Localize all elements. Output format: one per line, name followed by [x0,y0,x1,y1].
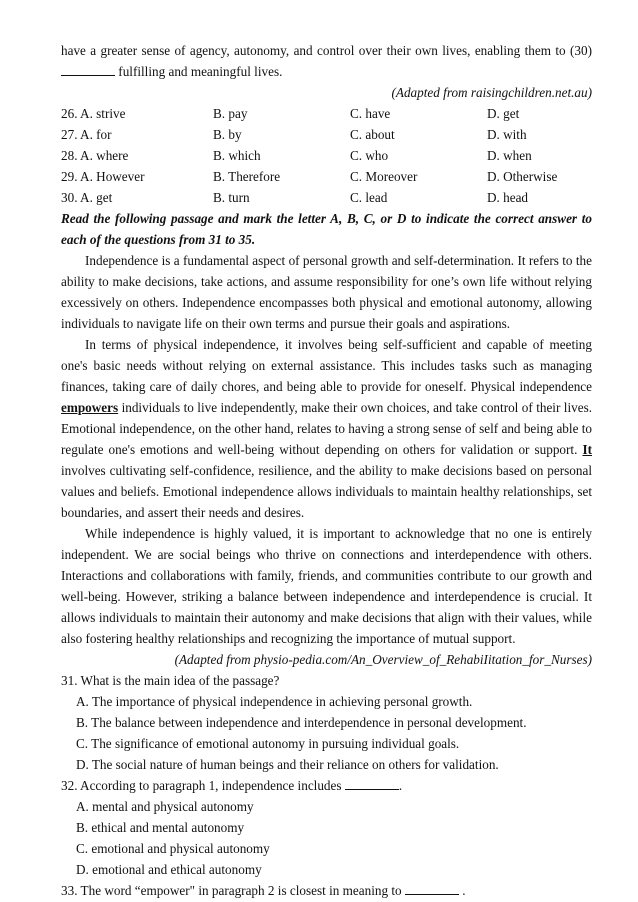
paragraph-2-part-a: In terms of physical independence, it involves being self-sufficient and capable of meeting one's basic needs without relying on external assistance. This includes tasks such as managing finances, taking care of daily chores, and being able to provide for oneself. Physical independence [61,337,592,394]
option-d: D. when [487,148,532,163]
question-31: 31. What is the main idea of the passage? [61,673,280,688]
question-32 [61,775,592,796]
option-b: B. which [213,148,261,163]
section-instruction: Read the following passage and mark the letter A, B, C, or D to indicate the correct answer to each of the questions from 31 to 35. [61,211,592,247]
answer-option: A. mental and physical autonomy [76,799,254,814]
option-c: C. who [350,148,389,163]
answer-option: B. The balance between independence and interdependence in personal development. [76,715,527,730]
paragraph-2-part-c: involves cultivating self-confidence, resilience, and the ability to make decisions based on personal values and beliefs. Emotional independence allows individuals to maintain healthy relationships, set boundaries, and assert their needs and desires. [61,463,592,520]
option-c: C. about [350,127,395,142]
option-a: 27. A. for [61,127,112,142]
option-a: 28. A. where [61,148,129,163]
option-d: D. get [487,106,520,121]
option-a: 29. A. However [61,169,145,184]
highlighted-word-empowers: empowers [61,400,119,415]
passage-paragraph-2 [61,334,592,523]
highlighted-word-it: It [582,442,592,457]
options-row-28 [61,145,592,166]
options-row-26 [61,103,592,124]
answer-blank-33 [405,882,459,895]
paragraph-2-part-b: individuals to live independently, make their own choices, and take control of their lives. Emotional independence, on the other hand, relates to having a strong sense of self and being able to regulate one's emotions and well-being without depending on others for validation or support. [61,400,592,457]
option-b: B. by [213,127,242,142]
question-32-end: . [398,778,403,793]
option-a: 26. A. strive [61,106,126,121]
question-33 [61,880,592,901]
options-row-30 [61,187,592,208]
intro-text [61,40,592,82]
answer-blank-30 [61,63,115,76]
document-page [61,40,592,901]
option-c: C. Moreover [350,169,418,184]
answer-blank-32 [345,777,399,790]
answer-option: D. The social nature of human beings and their reliance on others for validation. [76,757,499,772]
options-table [61,103,592,208]
passage-paragraph-1: Independence is a fundamental aspect of personal growth and self-determination. It refers to the ability to make decisions, take actions, and assume responsibility for one’s own life without relying excessively on others. Independence encompasses both physical and emotional autonomy, allowing individuals to navigate life on their own terms and pursue their goals and aspirations. [61,253,592,331]
answer-option: D. emotional and ethical autonomy [76,862,262,877]
answer-option: B. ethical and mental autonomy [76,820,245,835]
option-b: B. turn [213,190,250,205]
option-b: B. Therefore [213,169,281,184]
answer-option: C. emotional and physical autonomy [76,841,270,856]
option-d: D. Otherwise [487,169,558,184]
intro-line1: have a greater sense of agency, autonomy, and control over their own lives, enabling them to (30) [61,43,592,58]
passage-paragraph-3: While independence is highly valued, it is important to acknowledge that no one is entirely independent. We are social beings who thrive on connections and interdependence with others. Interactions and collaborations with family, friends, and communities contribute to our growth and well-being. However, striking a balance between independence and interdependence is crucial. It allows individuals to maintain their autonomy and make decisions that align with their values, while also fostering healthy relationships and recognizing the importance of mutual support. [61,526,592,646]
option-d: D. head [487,190,529,205]
intro-line2: fulfilling and meaningful lives. [115,64,283,79]
option-a: 30. A. get [61,190,113,205]
source-citation-1: (Adapted from raisingchildren.net.au) [391,85,592,100]
option-b: B. pay [213,106,248,121]
question-33-stem: 33. The word “empower" in paragraph 2 is closest in meaning to [61,883,405,898]
question-33-end: . [458,883,466,898]
options-row-27 [61,124,592,145]
source-citation-2: (Adapted from physio-pedia.com/An_Overview_of_RehabiIitation_for_Nurses) [174,652,592,667]
options-row-29 [61,166,592,187]
option-c: C. have [350,106,391,121]
question-32-stem: 32. According to paragraph 1, independence includes [61,778,345,793]
answer-option: C. The significance of emotional autonomy in pursuing individual goals. [76,736,460,751]
option-c: C. lead [350,190,388,205]
option-d: D. with [487,127,527,142]
answer-option: A. The importance of physical independence in achieving personal growth. [76,694,473,709]
